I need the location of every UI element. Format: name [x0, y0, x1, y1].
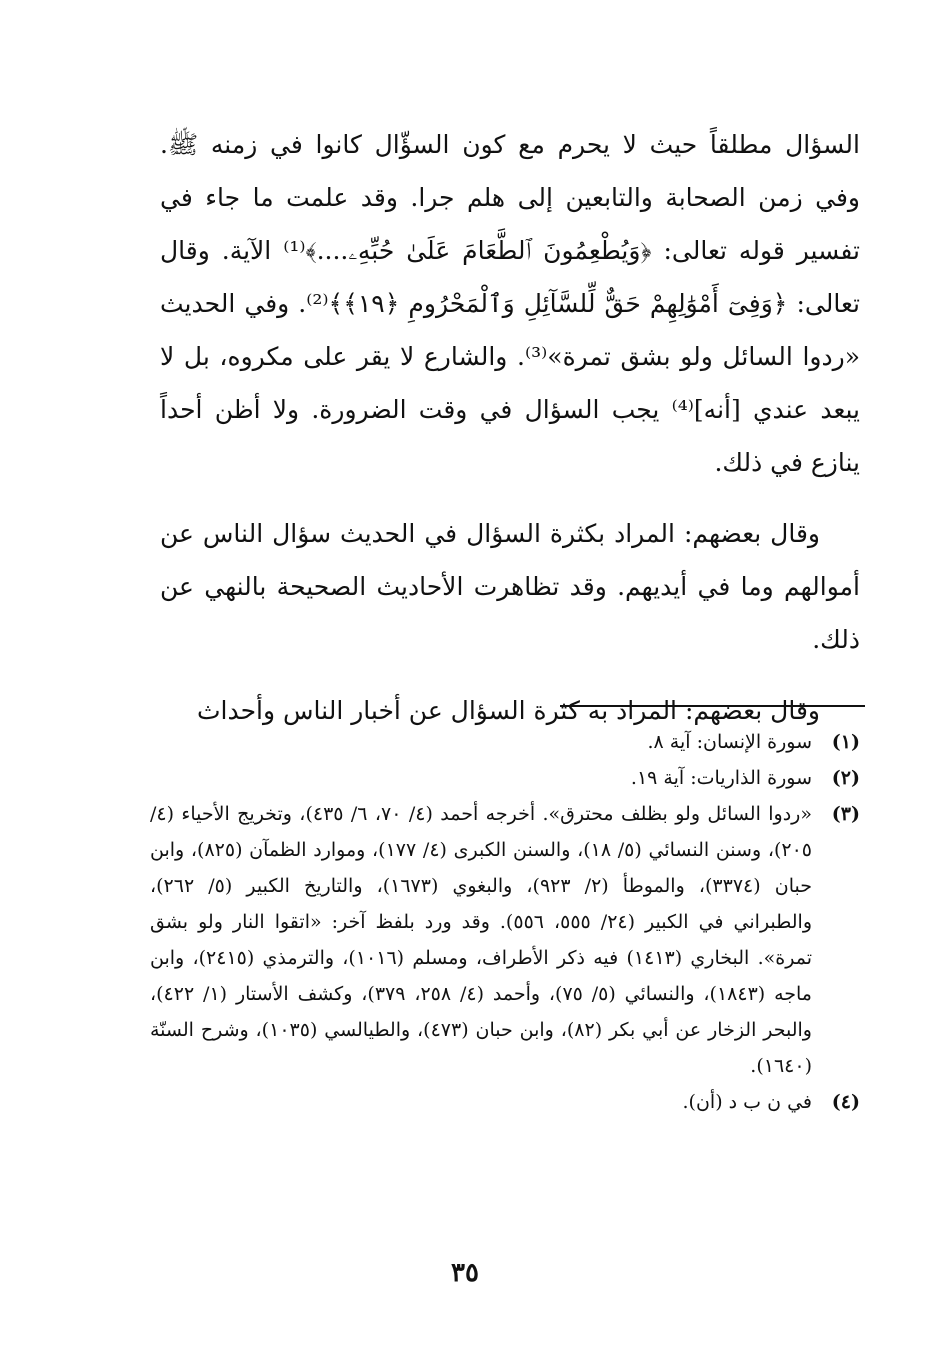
footnote-2 [150, 760, 860, 796]
footnote-text: سورة الإنسان: آية ٨. [647, 731, 812, 753]
footnote-3 [150, 796, 860, 1084]
footnote-1 [150, 724, 860, 760]
main-text [160, 118, 860, 737]
footnote-text: في ن ب د (أن). [682, 1091, 812, 1113]
footnote-text: سورة الذاريات: آية ١٩. [630, 767, 812, 789]
paragraph-3: وقال بعضهم: المراد به كثرة السؤال عن أخبار الناس وأحداث [197, 696, 820, 725]
paragraph-1: السؤال مطلقاً حيث لا يحرم مع كون السؤّال كانوا في زمنه ﷺ. وفي زمن الصحابة والتابعين إلى هلم جرا. وقد علمت ما جاء في تفسير قوله تعالى: ﴿وَيُطْعِمُونَ ٱلطَّعَامَ عَلَىٰ حُبِّهِۦ....﴾⁽¹⁾ الآية. وقال تعالى: ﴿وَفِىٓ أَمْوَٰلِهِمْ حَقٌّ لِّلسَّآئِلِ وَٱلْمَحْرُومِ ﴿١٩﴾﴾⁽²⁾. وفي الحديث «ردوا السائل ولو بشق تمرة»⁽³⁾. والشارع لا يقر على مكروه، بل لا يبعد عندي [أنه]⁽⁴⁾ يجب السؤال في وقت الضرورة. ولا أظن أحداً ينازع في ذلك. [160, 130, 861, 477]
footnote-number: (٣) [831, 803, 860, 825]
footnote-number: (٤) [831, 1091, 860, 1113]
footnote-separator [560, 705, 865, 707]
footnote-4 [150, 1084, 860, 1120]
footnote-number: (١) [831, 731, 860, 753]
footnote-number: (٢) [831, 767, 860, 789]
footnote-text: «ردوا السائل ولو بظلف محترق». أخرجه أحمد (٤/ ٧٠، ٦/ ٤٣٥)، وتخريج الأحياء (٤/ ٢٠٥)، وسنن النسائي (٥/ ١٨)، والسنن الكبرى (٤/ ١٧٧)، وموارد الظمآن (٨٢٥)، وابن حبان (٣٣٧٤)، والموطأ (٢/ ٩٢٣)، والبغوي (١٦٧٣)، والتاريخ الكبير (٥/ ٢٦٢)، والطبراني في الكبير (٢٤/ ٥٥٥، ٥٥٦). وقد ورد بلفظ آخر: «اتقوا النار ولو بشق تمرة». البخاري (١٤١٣) فيه ذكر الأطراف، ومسلم (١٠١٦)، والترمذي (٢٤١٥)، وابن ماجه (١٨٤٣)، والنسائي (٥/ ٧٥)، وأحمد (٤/ ٢٥٨، ٣٧٩)، وكشف الأستار (١/ ٤٢٢)، والبحر الزخار عن أبي بكر (٨٢)، وابن حبان (٤٧٣)، والطيالسي (١٠٣٥)، وشرح السنّة (١٦٤٠). [150, 803, 812, 1077]
paragraph-2: وقال بعضهم: المراد بكثرة السؤال في الحديث سؤال الناس عن أموالهم وما في أيديهم. وقد تظاهرت الأحاديث الصحيحة بالنهي عن ذلك. [160, 519, 860, 654]
page-number: ٣٥ [451, 1258, 479, 1288]
footnotes [150, 724, 860, 1120]
